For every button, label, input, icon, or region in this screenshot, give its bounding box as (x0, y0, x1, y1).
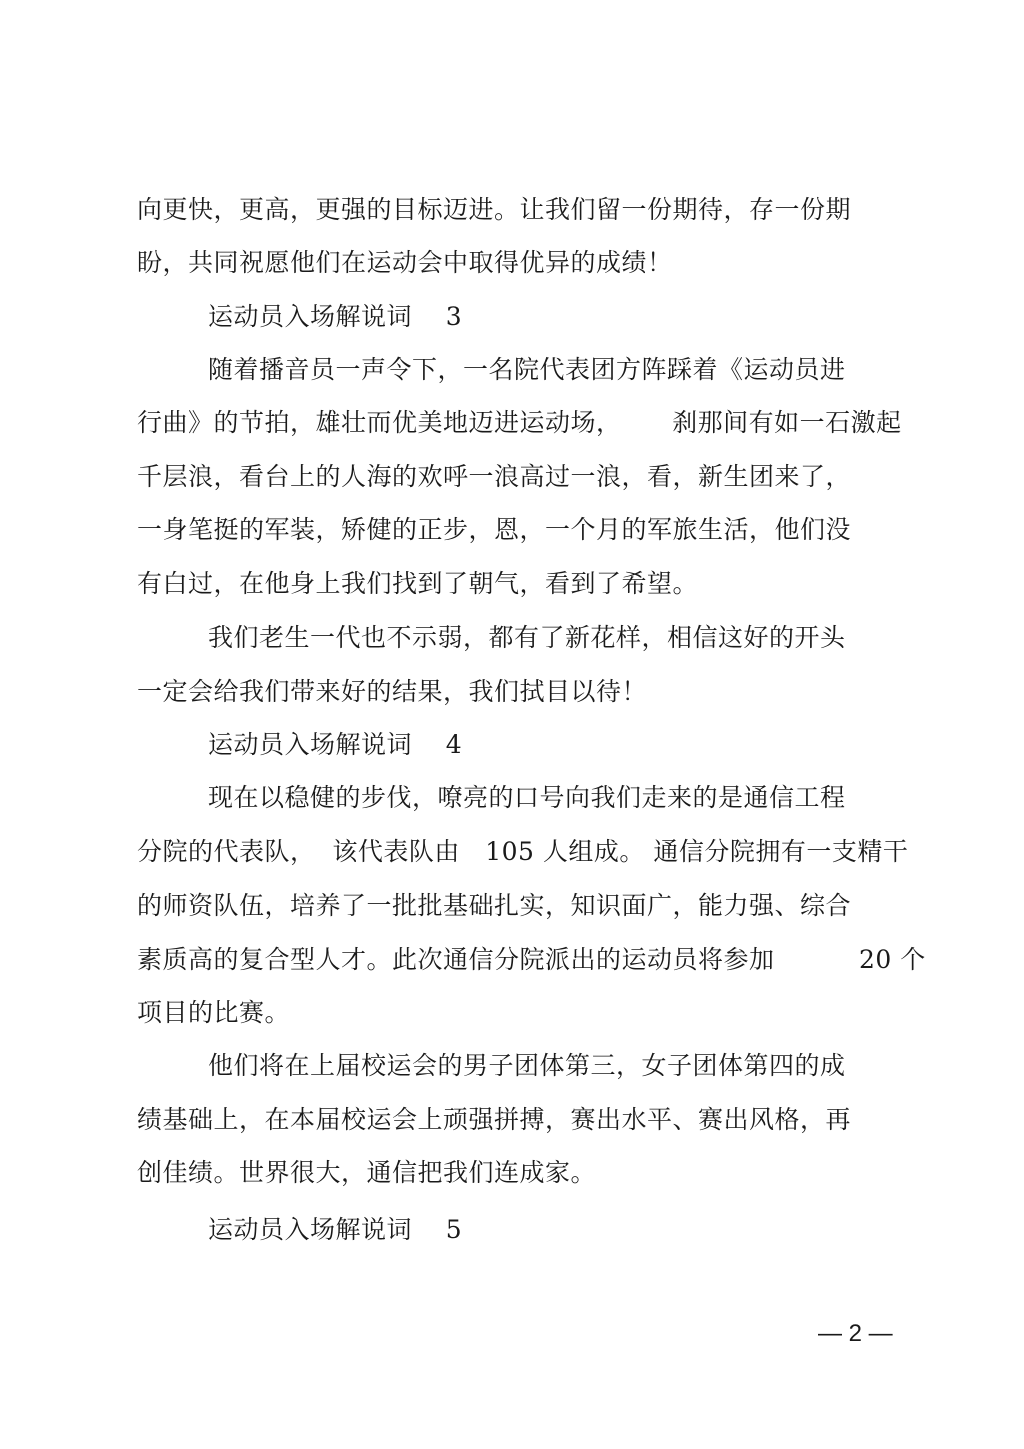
section-heading: 运动员入场解说词 5 (208, 1215, 463, 1244)
section-heading: 运动员入场解说词 4 (208, 730, 463, 759)
text-line: 他们将在上届校运会的男子团体第三，女子团体第四的成 (208, 1051, 846, 1080)
text-line: 行曲》的节拍，雄壮而优美地迈进运动场， 刹那间有如一石激起 (137, 408, 902, 437)
text-line: 有白过，在他身上我们找到了朝气，看到了希望。 (137, 569, 699, 598)
section-heading: 运动员入场解说词 3 (208, 302, 463, 331)
text-line: 绩基础上，在本届校运会上顽强拼搏，赛出水平、赛出风格，再 (137, 1105, 852, 1134)
page-number: — 2 — (818, 1320, 893, 1347)
text-line: 现在以稳健的步伐，嘹亮的口号向我们走来的是通信工程 (208, 783, 846, 812)
text-line: 素质高的复合型人才。此次通信分院派出的运动员将参加 20 个 (137, 945, 926, 974)
text-line: 创佳绩。世界很大，通信把我们连成家。 (137, 1158, 597, 1187)
text-line: 盼，共同祝愿他们在运动会中取得优异的成绩！ (137, 248, 673, 277)
text-line: 一定会给我们带来好的结果，我们拭目以待！ (137, 677, 648, 706)
text-line: 分院的代表队， 该代表队由 105 人组成。 通信分院拥有一支精干 (137, 837, 909, 866)
text-line: 随着播音员一声令下，一名院代表团方阵踩着《运动员进 (208, 355, 846, 384)
text-line: 我们老生一代也不示弱，都有了新花样，相信这好的开头 (208, 623, 846, 652)
text-line: 千层浪，看台上的人海的欢呼一浪高过一浪，看，新生团来了， (137, 462, 852, 491)
text-line: 项目的比赛。 (137, 998, 291, 1027)
text-line: 的师资队伍，培养了一批批基础扎实，知识面广，能力强、综合 (137, 891, 852, 920)
text-line: 向更快，更高，更强的目标迈进。让我们留一份期待，存一份期 (137, 195, 852, 224)
text-line: 一身笔挺的军装，矫健的正步，恩，一个月的军旅生活，他们没 (137, 515, 852, 544)
